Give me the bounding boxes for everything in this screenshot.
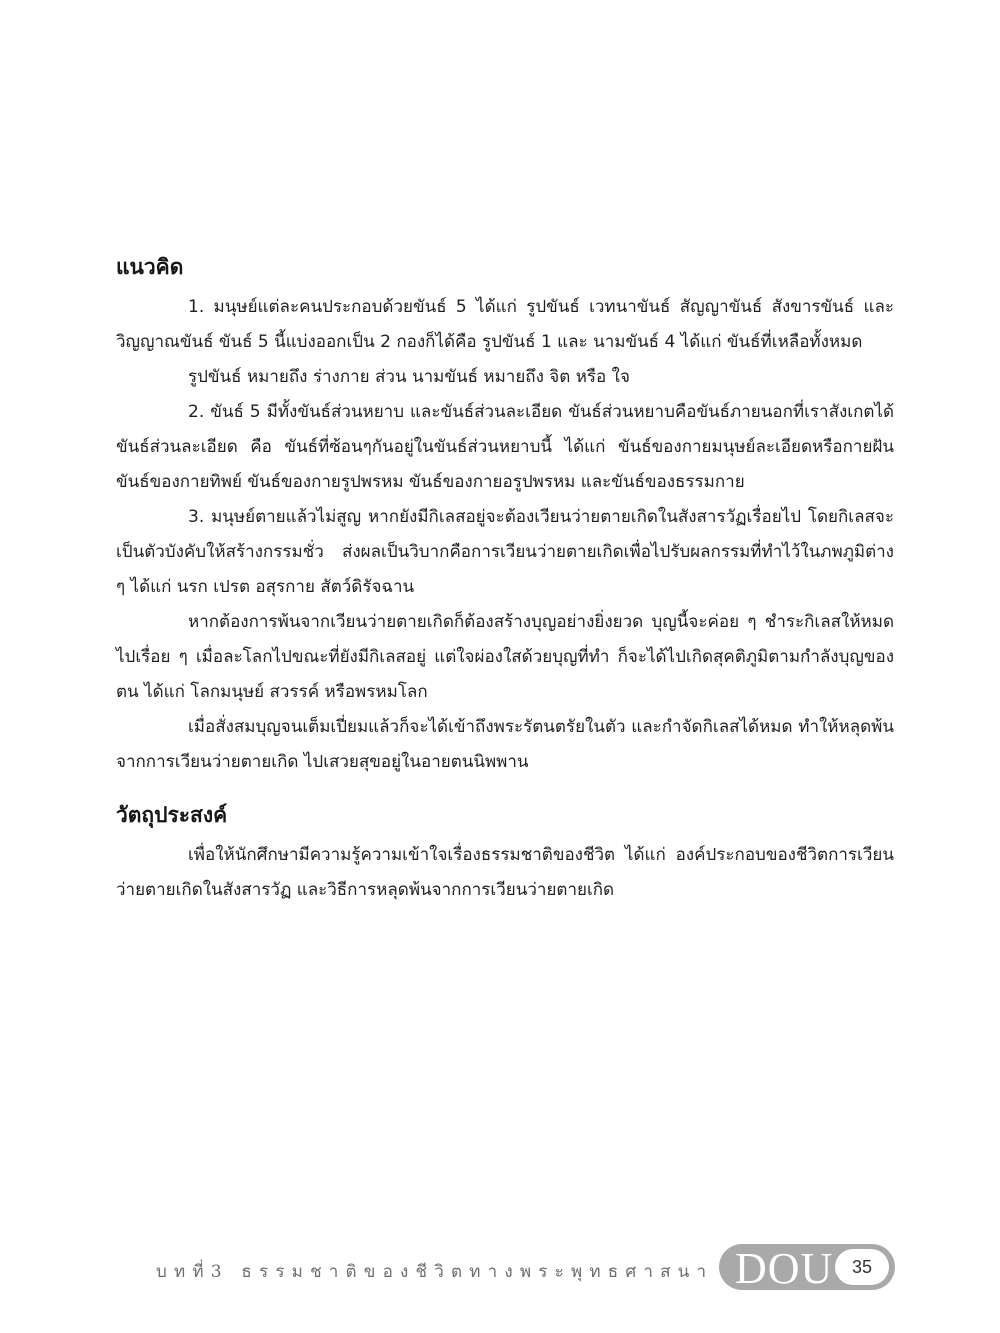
dou-badge <box>719 1244 895 1293</box>
concept-paragraph-2: รูปขันธ์ หมายถึง ร่างกาย ส่วน นามขันธ์ หมายถึง จิต หรือ ใจ <box>188 367 630 387</box>
objective-heading: วัตถุประสงค์ <box>116 803 228 827</box>
page-number: 35 <box>835 1249 889 1285</box>
concept-paragraph-3: 2. ขันธ์ 5 มีทั้งขันธ์ส่วนหยาบ และขันธ์ส่วนละเอียด ขันธ์ส่วนหยาบคือขันธ์ภายนอกที่เราสังเกตได้ ขันธ์ส่วนละเอียด คือ ขันธ์ที่ซ้อนๆกันอยู่ในขันธ์ส่วนหยาบนี้ ได้แก่ ขันธ์ของกายมนุษย์ละเอียดหรือกายฝัน ขันธ์ของกายทิพย์ ขันธ์ของกายรูปพรหม ขันธ์ของกายอรูปพรหม และขันธ์ของธรรมกาย <box>116 402 894 492</box>
objective-paragraph-1: เพื่อให้นักศึกษามีความรู้ความเข้าใจเรื่องธรรมชาติของชีวิต ได้แก่ องค์ประกอบของชีวิตการเวียนว่ายตายเกิดในสังสารวัฏ และวิธีการหลุดพ้นจากการเวียนว่ายตายเกิด <box>116 845 894 900</box>
concept-paragraph-6: เมื่อสั่งสมบุญจนเต็มเปี่ยมแล้วก็จะได้เข้าถึงพระรัตนตรัยในตัว และกำจัดกิเลสได้หมด ทำให้หลุดพ้นจากการเวียนว่ายตายเกิด ไปเสวยสุขอยู่ในอายตนนิพพาน <box>116 717 894 772</box>
concept-paragraph-5: หากต้องการพ้นจากเวียนว่ายตายเกิดก็ต้องสร้างบุญอย่างยิ่งยวด บุญนี้จะค่อย ๆ ชำระกิเลสให้หมดไปเรื่อย ๆ เมื่อละโลกไปขณะที่ยังมีกิเลสอยู่ แต่ใจผ่องใสด้วยบุญที่ทำ ก็จะได้ไปเกิดสุคติภูมิตามกำลังบุญของตน ได้แก่ โลกมนุษย์ สวรรค์ หรือพรหมโลก <box>116 612 894 702</box>
concept-paragraph-1: 1. มนุษย์แต่ละคนประกอบด้วยขันธ์ 5 ได้แก่ รูปขันธ์ เวทนาขันธ์ สัญญาขันธ์ สังขารขันธ์ และวิญญาณขันธ์ ขันธ์ 5 นี้แบ่งออกเป็น 2 กองก็ได้คือ รูปขันธ์ 1 และ นามขันธ์ 4 ได้แก่ ขันธ์ที่เหลือทั้งหมด <box>116 297 894 352</box>
objective-section <box>116 798 894 908</box>
concept-section <box>116 250 894 780</box>
concept-heading: แนวคิด <box>116 255 184 279</box>
brand-logo: DOU <box>735 1244 834 1293</box>
page-content <box>116 250 894 908</box>
chapter-title: บทที่3 ธรรมชาติของชีวิตทางพระพุทธศาสนา <box>156 1262 714 1282</box>
page-footer <box>156 1244 896 1292</box>
concept-paragraph-4: 3. มนุษย์ตายแล้วไม่สูญ หากยังมีกิเลสอยู่จะต้องเวียนว่ายตายเกิดในสังสารวัฏเรื่อยไป โดยกิเลสจะเป็นตัวบังคับให้สร้างกรรมชั่ว ส่งผลเป็นวิบากคือการเวียนว่ายตายเกิดเพื่อไปรับผลกรรมที่ทำไว้ในภพภูมิต่าง ๆ ได้แก่ นรก เปรต อสุรกาย สัตว์ดิรัจฉาน <box>116 507 894 597</box>
